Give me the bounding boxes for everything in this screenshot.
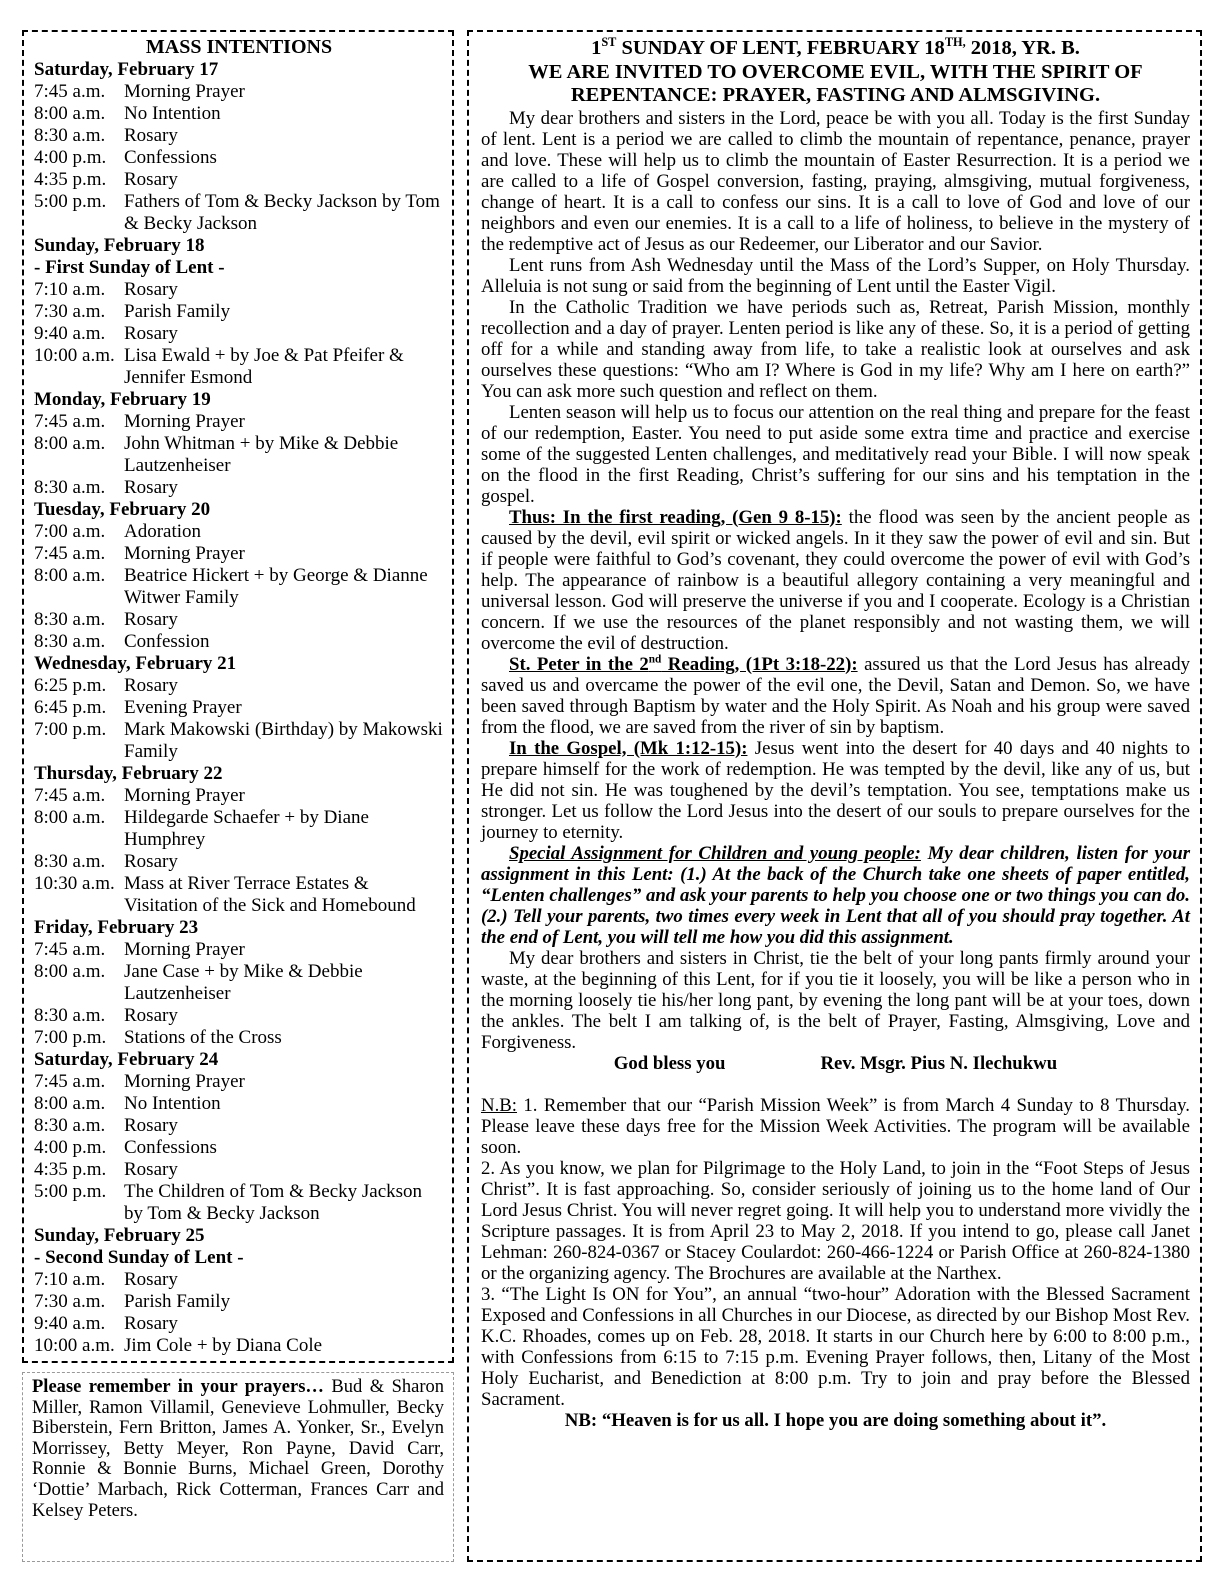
time-cell: 8:00 a.m. — [34, 1093, 106, 1114]
intention-cell: Rosary — [124, 1313, 178, 1334]
intention-cell: Morning Prayer — [124, 939, 245, 960]
day-header: Friday, February 23 — [34, 917, 199, 938]
schedule-row — [34, 279, 444, 301]
time-cell: 10:00 a.m. — [34, 345, 115, 366]
paragraph: In the Catholic Tradition we have periods such as, Retreat, Parish Mission, monthly recollection and a day of prayer. Lenten period is like any of these. So, it is a period of getting off for a while and standing away from life, to take a realistic look at ourselves and ask ourselves these questions: “Who am I? Where is God in my life? Why am I here on earth?” You can ask more such question and reflect on them. — [481, 296, 1190, 402]
schedule-row — [34, 851, 444, 873]
intention-cell: The Children of Tom & Becky Jackson by Tom & Becky Jackson — [124, 1181, 423, 1224]
day-subheader: - Second Sunday of Lent - — [34, 1247, 244, 1268]
day-header: Sunday, February 18 — [34, 235, 205, 256]
time-cell: 8:30 a.m. — [34, 1115, 106, 1136]
time-cell: 9:40 a.m. — [34, 1313, 106, 1334]
intention-cell: Morning Prayer — [124, 785, 245, 806]
schedule-row — [34, 631, 444, 653]
title-text: SUNDAY OF LENT, FEBRUARY 18 — [616, 37, 945, 59]
schedule-row — [34, 1027, 444, 1049]
intention-cell: Rosary — [124, 323, 178, 344]
schedule-row — [34, 939, 444, 961]
lead-text: St. Peter in the 2 — [509, 653, 649, 675]
time-cell: 9:40 a.m. — [34, 323, 106, 344]
intention-cell: Evening Prayer — [124, 697, 242, 718]
time-cell: 8:00 a.m. — [34, 565, 106, 586]
paragraph-lead: Special Assignment for Children and young people: — [509, 842, 921, 864]
time-cell: 4:35 p.m. — [34, 1159, 107, 1180]
schedule-row — [34, 81, 444, 103]
nb-section — [481, 1095, 1190, 1410]
intention-cell: Stations of the Cross — [124, 1027, 282, 1048]
paragraph: Thus: In the first reading, (Gen 9 8-15): the flood was seen by the ancient people as caused by the devil, evil spirit or wicked angels. In it they saw the power of evil and sin. But if people were faithful to God’s covenant, they could overcome the power of evil with God’s help. The appearance of rainbow is a beautiful allegory containing a very meaningful and universal lesson. God will preserve the universe if you and I cooperate. Ecology is a Christian concern. If we use the resources of the planet responsibly and not wasting them, we will overcome the evil of destruction. — [481, 506, 1190, 654]
intention-cell: Jane Case + by Mike & Debbie Lautzenheiser — [124, 961, 363, 1004]
day-header: Wednesday, February 21 — [34, 653, 237, 674]
signature-line — [481, 1053, 1190, 1074]
schedule-row — [34, 873, 444, 917]
schedule-row — [34, 961, 444, 1005]
paragraph: Lenten season will help us to focus our attention on the real thing and prepare for the feast of our redemption, Easter. You need to put aside some extra time and practice and exercise some of the suggested Lenten challenges, and meditatively read your Bible. I will now speak on the flood in the first Reading, Christ’s suffering for our sins and his temptation in the gospel. — [481, 401, 1190, 507]
time-cell: 5:00 p.m. — [34, 1181, 107, 1202]
intention-cell: Parish Family — [124, 301, 231, 322]
time-cell: 7:30 a.m. — [34, 301, 106, 322]
schedule-row — [34, 103, 444, 125]
intention-cell: Confessions — [124, 147, 217, 168]
paragraph-lead: In the Gospel, (Mk 1:12-15): — [509, 737, 748, 759]
schedule-row — [34, 1291, 444, 1313]
schedule-row — [34, 477, 444, 499]
schedule-row — [34, 785, 444, 807]
intention-cell: Mark Makowski (Birthday) by Makowski Family — [124, 719, 443, 762]
day-header: Saturday, February 17 — [34, 59, 219, 80]
time-cell: 8:30 a.m. — [34, 1005, 106, 1026]
intention-cell: Rosary — [124, 675, 178, 696]
time-cell: 8:30 a.m. — [34, 609, 106, 630]
intention-cell: Morning Prayer — [124, 411, 245, 432]
schedule-row — [34, 345, 444, 389]
time-cell: 7:10 a.m. — [34, 279, 106, 300]
schedule-row — [34, 1115, 444, 1137]
bulletin-paragraphs — [481, 108, 1190, 1053]
intention-cell: Rosary — [124, 279, 178, 300]
intention-cell: Rosary — [124, 169, 178, 190]
title-superscript: ST — [601, 35, 617, 50]
bulletin-subtitle: WE ARE INVITED TO OVERCOME EVIL, WITH THE SPIRIT OF REPENTANCE: PRAYER, FASTING AND ALMSGIVING. — [528, 60, 1143, 106]
schedule-row — [34, 521, 444, 543]
time-cell: 8:30 a.m. — [34, 851, 106, 872]
intention-cell: Rosary — [124, 1005, 178, 1026]
schedule-row — [34, 1159, 444, 1181]
mass-intentions-title: MASS INTENTIONS — [145, 36, 333, 58]
time-cell: 8:30 a.m. — [34, 125, 106, 146]
intention-cell: Lisa Ewald + by Joe & Pat Pfeifer & Jennifer Esmond — [124, 345, 404, 388]
time-cell: 8:30 a.m. — [34, 631, 106, 652]
time-cell: 7:45 a.m. — [34, 785, 106, 806]
paragraph: N.B: 1. Remember that our “Parish Mission Week” is from March 4 Sunday to 8 Thursday. Please leave these days free for the Mission Week Activities. The program will be available soon. — [481, 1094, 1190, 1158]
intention-cell: Rosary — [124, 1269, 178, 1290]
paragraph: My dear brothers and sisters in the Lord, peace be with you all. Today is the first Sunday of lent. Lent is a period we are called to climb the mountain of repentance, penance, prayer and love. These will help us to climb the mountain of Easter Resurrection. It is a period we are called to a life of Gospel conversion, fasting, praying, almsgiving, mutual forgiveness, change of heart. It is a call to confess our sins. It is a call to love of God and love of our neighbors and even our enemies. It is a call to a life of holiness, to believe in the mystery of the redemptive act of Jesus as our Redeemer, our Liberator and our Savior. — [481, 107, 1190, 255]
time-cell: 4:00 p.m. — [34, 1137, 107, 1158]
time-cell: 7:45 a.m. — [34, 543, 106, 564]
schedule-row — [34, 697, 444, 719]
schedule-row — [34, 1181, 444, 1225]
nb-footer: NB: “Heaven is for us all. I hope you are doing something about it”. — [564, 1409, 1107, 1431]
signature-name: Rev. Msgr. Pius N. Ilechukwu — [820, 1052, 1058, 1074]
schedule-row — [34, 1005, 444, 1027]
time-cell: 7:00 p.m. — [34, 1027, 107, 1048]
intention-cell: Hildegarde Schaefer + by Diane Humphrey — [124, 807, 369, 850]
intention-cell: Morning Prayer — [124, 81, 245, 102]
time-cell: 7:00 a.m. — [34, 521, 106, 542]
intention-cell: Rosary — [124, 1115, 178, 1136]
intention-cell: Rosary — [124, 609, 178, 630]
paragraph: My dear brothers and sisters in Christ, tie the belt of your long pants firmly around your waste, at the beginning of this Lent, for if you tie it loosely, you will be like a person who in the morning loosely tie his/her long pant, by evening the long pant will be at your toes, down the ankles. The belt I am talking of, is the belt of Prayer, Fasting, Almsgiving, Love and Forgiveness. — [481, 947, 1190, 1053]
title-superscript: TH, — [944, 35, 966, 50]
schedule-row — [34, 1071, 444, 1093]
signature-blessing: God bless you — [613, 1052, 726, 1074]
paragraph-lead: Thus: In the first reading, (Gen 9 8-15): — [509, 506, 842, 528]
intention-cell: Fathers of Tom & Becky Jackson by Tom & Becky Jackson — [124, 191, 440, 234]
intention-cell: Confessions — [124, 1137, 217, 1158]
schedule-row — [34, 1313, 444, 1335]
page — [22, 30, 1202, 1562]
paragraph-lead: N.B: — [481, 1094, 518, 1116]
time-cell: 8:00 a.m. — [34, 433, 106, 454]
intention-cell: Rosary — [124, 125, 178, 146]
schedule-row — [34, 1137, 444, 1159]
schedule-row — [34, 1093, 444, 1115]
intention-cell: Parish Family — [124, 1291, 231, 1312]
time-cell: 7:10 a.m. — [34, 1269, 106, 1290]
intention-cell: Morning Prayer — [124, 1071, 245, 1092]
time-cell: 4:00 p.m. — [34, 147, 107, 168]
schedule-row — [34, 147, 444, 169]
intention-cell: Beatrice Hickert + by George & Dianne Witwer Family — [124, 565, 428, 608]
day-subheader: - First Sunday of Lent - — [34, 257, 225, 278]
time-cell: 10:30 a.m. — [34, 873, 115, 894]
bulletin-box — [467, 30, 1202, 1562]
paragraph: Lent runs from Ash Wednesday until the Mass of the Lord’s Supper, on Holy Thursday. Alleluia is not sung or said from the beginning of Lent until the Easter Vigil. — [481, 254, 1190, 297]
day-header: Monday, February 19 — [34, 389, 211, 410]
schedule-row — [34, 719, 444, 763]
intention-cell: Adoration — [124, 521, 202, 542]
title-text: 1 — [591, 37, 602, 59]
intention-cell: Jim Cole + by Diana Cole — [124, 1335, 323, 1356]
time-cell: 8:00 a.m. — [34, 103, 106, 124]
intention-cell: Rosary — [124, 851, 178, 872]
mass-intentions-box — [22, 30, 454, 1363]
time-cell: 4:35 p.m. — [34, 169, 107, 190]
time-cell: 7:45 a.m. — [34, 81, 106, 102]
intention-cell: Confession — [124, 631, 210, 652]
schedule-row — [34, 565, 444, 609]
paragraph: 3. “The Light Is ON for You”, an annual “two-hour” Adoration with the Blessed Sacrament Exposed and Confessions in all Churches in our Diocese, as directed by our Bishop Most Rev. K.C. Rhoades, comes up on Feb. 28, 2018. It starts in our Church here by 6:00 to 8:00 p.m., with Confessions from 6:15 to 7:15 p.m. Evening Prayer follows, then, Litany of the Most Holy Eucharist, and Benediction at 8:00 p.m. Try to join and pray before the Blessed Sacrament. — [481, 1283, 1190, 1410]
intention-cell: No Intention — [124, 1093, 221, 1114]
paragraph: In the Gospel, (Mk 1:12-15): Jesus went into the desert for 40 days and 40 nights to prepare himself for the work of redemption. He was tempted by the devil, like any of us, but He did not sin. He was toughened by the devil’s temptation. You see, temptations make us stronger. Let us follow the Lord Jesus into the desert of our souls to prepare ourselves for the journey to eternity. — [481, 737, 1190, 843]
time-cell: 8:00 a.m. — [34, 807, 106, 828]
time-cell: 5:00 p.m. — [34, 191, 107, 212]
day-header: Tuesday, February 20 — [34, 499, 211, 520]
title-text: 2018, YR. B. — [965, 37, 1080, 59]
day-header: Thursday, February 22 — [34, 763, 223, 784]
mass-intentions-list — [34, 59, 444, 1357]
time-cell: 8:30 a.m. — [34, 477, 106, 498]
intention-cell: Rosary — [124, 1159, 178, 1180]
paragraph: Special Assignment for Children and young people: My dear children, listen for your assignment in this Lent: (1.) At the back of the Church take one sheets of paper entitled, “Lenten challenges” and ask your parents to help you choose one or two things you can do. (2.) Tell your parents, two times every week in Lent that all of you should pray together. At the end of Lent, you will tell me how you did this assignment. — [481, 842, 1191, 948]
schedule-row — [34, 675, 444, 697]
day-header: Saturday, February 24 — [34, 1049, 219, 1070]
lead-text: Reading, (1Pt 3:18-22): — [661, 653, 858, 675]
intention-cell: Rosary — [124, 477, 178, 498]
time-cell: 8:00 a.m. — [34, 961, 106, 982]
time-cell: 7:45 a.m. — [34, 411, 106, 432]
schedule-row — [34, 543, 444, 565]
schedule-row — [34, 1269, 444, 1291]
schedule-row — [34, 807, 444, 851]
time-cell: 10:00 a.m. — [34, 1335, 115, 1356]
schedule-row — [34, 1335, 444, 1357]
left-column — [22, 30, 454, 1562]
time-cell: 7:45 a.m. — [34, 939, 106, 960]
lead-superscript: nd — [648, 653, 662, 666]
prayer-request-text — [32, 1377, 444, 1521]
prayer-request-lead: Please remember in your prayers… — [32, 1377, 324, 1397]
schedule-row — [34, 323, 444, 345]
time-cell: 7:30 a.m. — [34, 1291, 106, 1312]
intention-cell: Mass at River Terrace Estates & Visitation of the Sick and Homebound — [124, 873, 416, 916]
schedule-row — [34, 609, 444, 631]
bulletin-title — [481, 37, 1190, 108]
time-cell: 7:45 a.m. — [34, 1071, 106, 1092]
intention-cell: No Intention — [124, 103, 221, 124]
schedule-row — [34, 191, 444, 235]
intention-cell: John Whitman + by Mike & Debbie Lautzenheiser — [124, 433, 399, 476]
prayer-request-box — [22, 1372, 454, 1562]
schedule-row — [34, 125, 444, 147]
schedule-row — [34, 411, 444, 433]
intention-cell: Morning Prayer — [124, 543, 245, 564]
schedule-row — [34, 169, 444, 191]
time-cell: 6:45 p.m. — [34, 697, 107, 718]
paragraph-lead — [509, 654, 858, 675]
paragraph: 2. As you know, we plan for Pilgrimage to the Holy Land, to join in the “Foot Steps of Jesus Christ”. It is fast approaching. So, consider seriously of joining us to the home land of Our Lord Jesus Christ. You will never regret going. It will help you to understand more vividly the Scripture passages. It is from April 23 to May 2, 2018. If you intend to go, please call Janet Lehman: 260-824-0367 or Stacey Coulardot: 260-466-1224 or Parish Office at 260-824-1380 or the organizing agency. The Brochures are available at the Narthex. — [481, 1157, 1190, 1284]
time-cell: 7:00 p.m. — [34, 719, 107, 740]
schedule-row — [34, 433, 444, 477]
schedule-row — [34, 301, 444, 323]
time-cell: 6:25 p.m. — [34, 675, 107, 696]
paragraph: St. Peter in the 2nd Reading, (1Pt 3:18-22): assured us that the Lord Jesus has already saved us and overcame the power of the evil one, the Devil, Satan and Demon. So, we have been saved through Baptism by water and the Holy Spirit. As Noah and his group were saved from the flood, we are saved from the river of sin by baptism. — [481, 653, 1190, 738]
prayer-request-names: Bud & Sharon Miller, Ramon Villamil, Genevieve Lohmuller, Becky Biberstein, Fern Britton, James A. Yonker, Sr., Evelyn Morrissey, Betty Meyer, Ron Payne, David Carr, Ronnie & Bonnie Burns, Michael Green, Dorothy ‘Dottie’ Marbach, Rick Cotterman, Frances Carr and Kelsey Peters. — [32, 1377, 445, 1521]
day-header: Sunday, February 25 — [34, 1225, 205, 1246]
